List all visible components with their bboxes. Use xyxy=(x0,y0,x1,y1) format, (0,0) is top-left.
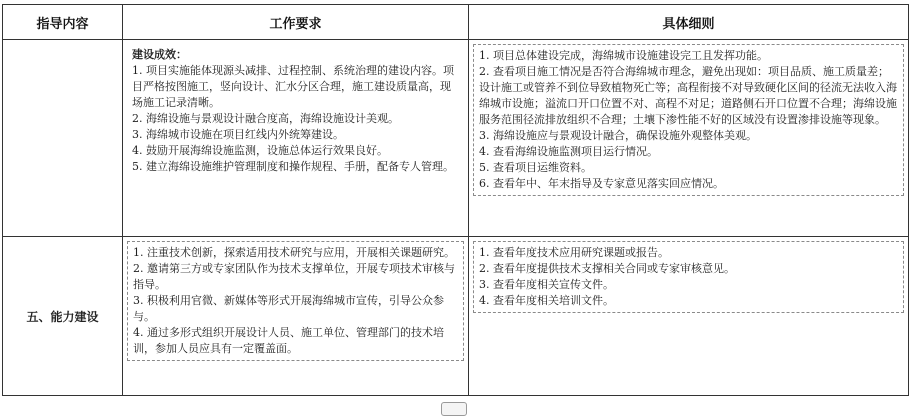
requirement-item: 5. 建立海绵设施维护管理制度和操作规程、手册，配备专人管理。 xyxy=(132,160,454,173)
requirement-item: 2. 海绵设施与景观设计融合度高，海绵设施设计美观。 xyxy=(132,112,399,125)
requirements-cell xyxy=(123,237,469,396)
requirement-item: 3. 海绵城市设施在项目红线内外统筹建设。 xyxy=(132,128,344,141)
section-cell-capacity-building: 五、能力建设 xyxy=(3,237,123,396)
table-row xyxy=(3,237,909,396)
section-cell xyxy=(3,40,123,237)
details-cell xyxy=(469,40,909,237)
detail-item: 2. 查看项目施工情况是否符合海绵城市理念，避免出现如：项目品质、施工质量差；设计施工或管养不到位导致植物死亡等；高程衔接不对导致硬化区间的径流无法收入海绵城市设施；溢流口开口位置不对、高程不对足；道路侧石开口位置不合理；海绵设施服务范围径流排放组织不合理；土壤下渗性能不好的区域没有设置渗排设施等现象。 xyxy=(479,65,897,126)
header-guidance: 指导内容 xyxy=(3,5,123,40)
requirements-box xyxy=(127,241,464,361)
detail-item: 4. 查看海绵设施监测项目运行情况。 xyxy=(479,145,658,158)
header-requirements: 工作要求 xyxy=(123,5,469,40)
requirements-cell xyxy=(123,40,469,237)
page-navigation-tab[interactable] xyxy=(441,402,467,416)
table-row xyxy=(3,40,909,237)
requirement-item: 4. 通过多形式组织开展设计人员、施工单位、管理部门的技术培训，参加人员应具有一定覆盖面。 xyxy=(133,326,444,355)
requirement-item: 4. 鼓励开展海绵设施监测，设施总体运行效果良好。 xyxy=(132,144,388,157)
requirement-item: 1. 注重技术创新，探索适用技术研究与应用，开展相关课题研究。 xyxy=(133,246,455,259)
header-details: 具体细则 xyxy=(469,5,909,40)
requirement-item: 2. 邀请第三方或专家团队作为技术支撑单位，开展专项技术审核与指导。 xyxy=(133,262,455,291)
requirements-heading: 建设成效： xyxy=(132,48,187,61)
detail-item: 3. 海绵设施应与景观设计融合，确保设施外观整体美观。 xyxy=(479,129,757,142)
details-box xyxy=(473,241,904,313)
requirement-item: 3. 积极利用官微、新媒体等形式开展海绵城市宣传，引导公众参与。 xyxy=(133,294,444,323)
detail-item: 5. 查看项目运维资料。 xyxy=(479,161,592,174)
detail-item: 1. 项目总体建设完成，海绵城市设施建设完工且发挥功能。 xyxy=(479,49,768,62)
evaluation-table xyxy=(2,4,909,396)
details-cell xyxy=(469,237,909,396)
details-box xyxy=(473,44,904,196)
requirements-box xyxy=(127,44,464,178)
detail-item: 1. 查看年度技术应用研究课题或报告。 xyxy=(479,246,669,259)
detail-item: 4. 查看年度相关培训文件。 xyxy=(479,294,614,307)
detail-item: 6. 查看年中、年末指导及专家意见落实回应情况。 xyxy=(479,177,724,190)
detail-item: 2. 查看年度提供技术支撑相关合同或专家审核意见。 xyxy=(479,262,735,275)
detail-item: 3. 查看年度相关宣传文件。 xyxy=(479,278,614,291)
header-row xyxy=(3,5,909,40)
requirement-item: 1. 项目实施能体现源头减排、过程控制、系统治理的建设内容。项目严格按图施工，竖向设计、汇水分区合理，施工建设质量高，现场施工记录清晰。 xyxy=(132,64,454,109)
